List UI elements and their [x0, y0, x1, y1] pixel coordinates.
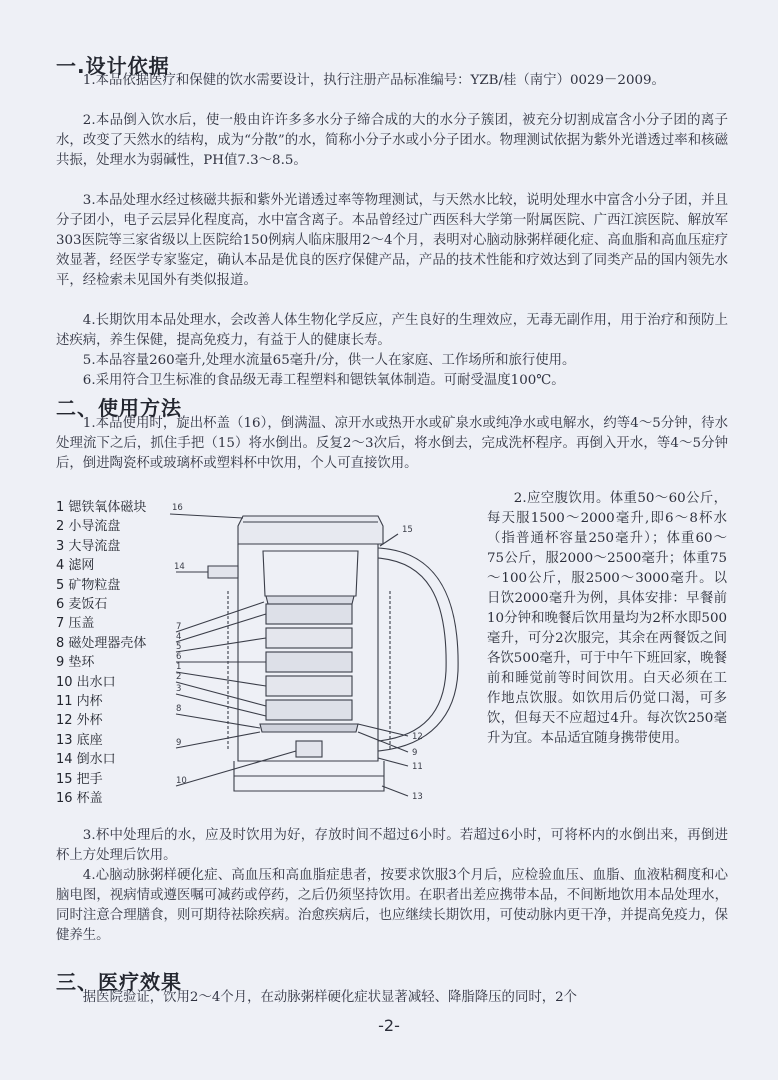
- parts-list-item: 8 磁处理器壳体: [56, 635, 147, 651]
- section2-paragraph-1: 1.本品使用时，旋出杯盖（16），倒满温、凉开水或热开水或矿泉水或纯净水或电解水，约等4～5分钟，待水处理流下之后，抓住手把（15）将水倒出。反复2～3次后，将水倒去，完成洗杯程序。再倒入开水，等4～5分钟后，倒进陶瓷杯或玻璃杯或塑料杯中饮用，个人可直接饮用。: [56, 416, 728, 471]
- section1-paragraph-2: 2.本品倒入饮水后，使一般由许许多多水分子缔合成的大的水分子簇团，被充分切割成富含小分子团的离子水，改变了天然水的结构，成为“分散”的水，简称小分子水或小分子团水。物理测试依据为紫外光谱透过率和核磁共振，处理水为弱碱性，PH值7.3～8.5。: [56, 113, 728, 168]
- section3-paragraph-1: 据医院验证，饮用2～4个月，在动脉粥样硬化症状显著减轻、降脂降压的同时，2个: [82, 990, 578, 1005]
- diagram-callout-5: 5: [176, 642, 182, 652]
- section3-title: 三、医疗效果: [56, 970, 182, 994]
- section1-paragraph-1: 1.本品依据医疗和保健的饮水需要设计，执行注册产品标准编号：YZB/桂（南宁）0029－2009。: [82, 73, 665, 88]
- parts-list-item: 16 杯盖: [56, 791, 103, 807]
- section1-title: 一.设计依据: [56, 54, 170, 78]
- section2-paragraph-3: 3.杯中处理后的水，应及时饮用为好，存放时间不超过6小时。若超过6小时，可将杯内的水倒出来，再倒进杯上方处理后饮用。: [56, 828, 728, 863]
- parts-list-item: 7 压盖: [56, 616, 95, 632]
- diagram-callout-9-right: 9: [412, 748, 418, 758]
- section1-paragraph-6: 6.采用符合卫生标准的食品级无毒工程塑料和锶铁氧体制造。可耐受温度100℃。: [82, 373, 565, 388]
- parts-list-item: 5 矿物粒盘: [56, 577, 121, 593]
- section1-paragraph-4: 4.长期饮用本品处理水，会改善人体生物化学反应，产生良好的生理效应，无毒无副作用，用于治疗和预防上述疾病，养生保健，提高免疫力，有益于人的健康长寿。: [56, 313, 728, 348]
- parts-list: [56, 498, 186, 809]
- section2-paragraph-4: 4.心脑动脉粥样硬化症、高血压和高血脂症患者，按要求饮服3个月后，应检验血压、血脂、血液粘稠度和心脑电图，视病情或遵医嘱可减药或停药，之后仍须坚持饮用。在职者出差应携带本品，不间断地饮用本品处理水，同时注意合理膳食，则可期待祛除疾病。治愈疾病后，也应继续长期饮用，可使动脉内更干净，并提高免疫力，保健养生。: [56, 868, 728, 943]
- diagram-callout-6: 6: [176, 652, 182, 662]
- diagram-callout-2: 2: [176, 672, 182, 682]
- parts-list-item: 13 底座: [56, 732, 103, 748]
- parts-list-item: 12 外杯: [56, 713, 103, 729]
- section1-paragraph-5: 5.本品容量260毫升,处理水流量65毫升/分，供一人在家庭、工作场所和旅行使用。: [82, 353, 576, 368]
- diagram-callout-15: 15: [402, 525, 413, 535]
- diagram-callout-13: 13: [412, 792, 423, 802]
- parts-list-item: 6 麦饭石: [56, 597, 108, 613]
- page-number: -2-: [378, 1016, 400, 1035]
- diagram-callout-4: 4: [176, 632, 182, 642]
- diagram-callout-11: 11: [412, 762, 423, 772]
- parts-list-item: 9 垫环: [56, 655, 95, 671]
- parts-list-item: 4 滤网: [56, 558, 95, 574]
- parts-list-item: 15 把手: [56, 771, 103, 787]
- diagram-callout-16: 16: [172, 503, 183, 513]
- section2-paragraph-2: 2.应空腹饮用。体重50～60公斤，每天服1500～2000毫升,即6～8杯水（指普通杯容量250毫升）；体重60～75公斤，服2000～2500毫升；体重75～100公斤，服2500～3000毫升。以日饮2000毫升为例，具体安排：早餐前10分钟和晚餐后饮用量均为2杯水即500毫升，可分2次服完，其余在两餐饭之间各饮500毫升，可于中午下班回家，晚餐前和睡觉前等时间饮用。白天必须在工作地点饮服。如饮用后仍觉口渴，可多饮，但每天不应超过4升。每次饮250毫升为宜。本品适宜随身携带使用。: [487, 491, 727, 746]
- diagram-callout-14: 14: [174, 562, 185, 572]
- diagram-callout-1: 1: [176, 662, 182, 672]
- section2-title: 二、使用方法: [56, 396, 182, 420]
- section1-paragraph-3: 3.本品处理水经过核磁共振和紫外光谱透过率等物理测试，与天然水比较，说明处理水中富含小分子团，并且分子团小，电子云层异化程度高，水中富含离子。本品曾经过广西医科大学第一附属医院、广西江滨医院、解放军303医院等三家省级以上医院给150例病人临床服用2～4个月，表明对心脑动脉粥样硬化症、高血脂和高血压症疗效显著，经医学专家鉴定，确认本品是优良的医疗保健产品，产品的技术性能和疗效达到了同类产品的国内领先水平，经检索未见国外有类似报道。: [56, 193, 728, 288]
- diagram-callout-7: 7: [176, 622, 182, 632]
- parts-list-item: 1 锶铁氧体磁块: [56, 500, 147, 515]
- parts-list-item: 11 内杯: [56, 694, 103, 710]
- parts-list-item: 14 倒水口: [56, 752, 116, 768]
- parts-list-item: 3 大导流盘: [56, 538, 121, 554]
- diagram-callout-9-left: 9: [176, 738, 182, 748]
- parts-list-item: 10 出水口: [56, 674, 116, 690]
- diagram-callout-10: 10: [176, 776, 187, 786]
- diagram-callout-12: 12: [412, 732, 423, 742]
- cup-cross-section-diagram: [168, 496, 468, 812]
- parts-list-item: 2 小导流盘: [56, 519, 121, 535]
- diagram-callout-3: 3: [176, 684, 182, 694]
- diagram-callout-8: 8: [176, 704, 182, 714]
